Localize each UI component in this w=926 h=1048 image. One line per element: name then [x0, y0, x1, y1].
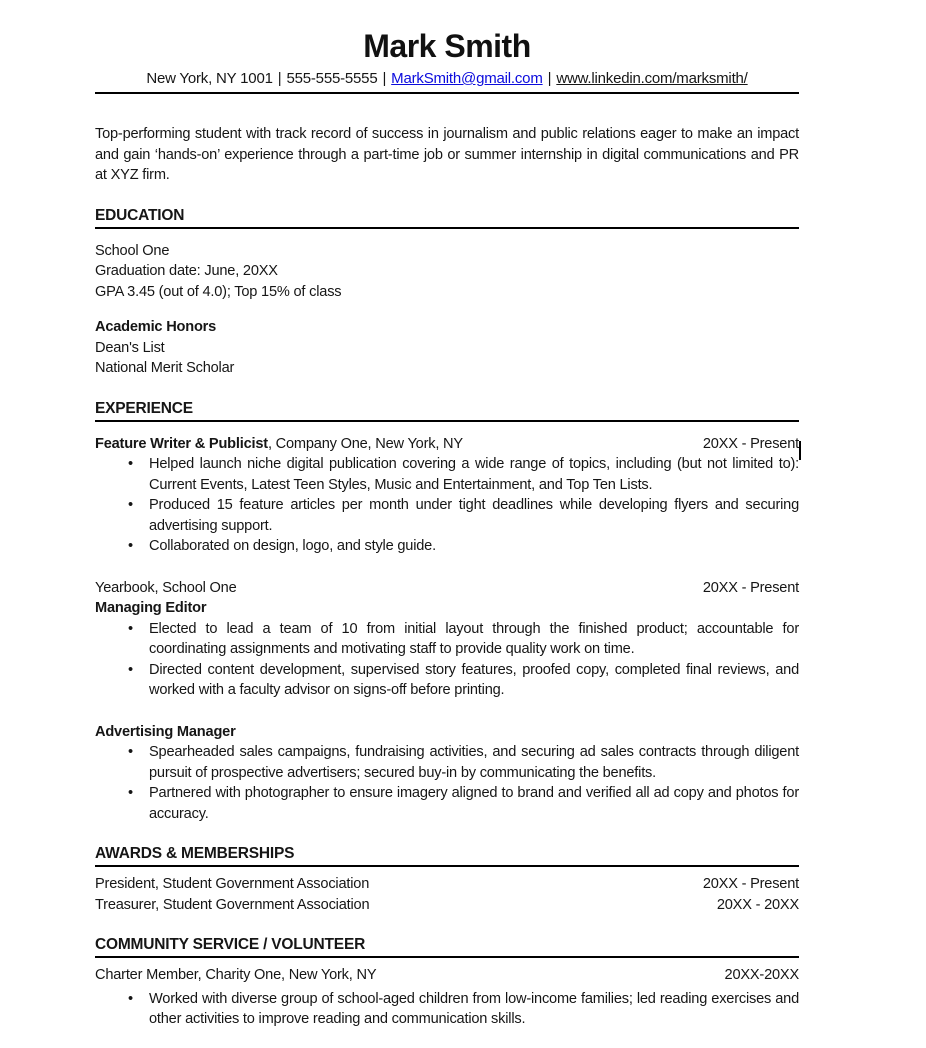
contact-location: New York, NY 1001 — [146, 70, 273, 87]
award-text: Treasurer, Student Government Association — [95, 896, 370, 913]
bullet-icon: • — [128, 538, 133, 554]
award-row — [95, 874, 799, 895]
job-role: Managing Editor — [95, 600, 207, 616]
bullet-item — [95, 454, 799, 495]
bullet-text: Directed content development, supervised story features, proofed copy, completed final reviews, and worked with a faculty advisor on signs-off before printing. — [149, 661, 799, 698]
bullet-text: Spearheaded sales campaigns, fundraising activities, and securing ad sales contracts through diligent pursuit of prospective advertisers; secured buy-in by communicating the benefits. — [149, 744, 799, 781]
bullet-text: Elected to lead a team of 10 from initial layout through the finished product; accountable for coordinating assignments and motivating staff to provide quality work on time. — [149, 620, 799, 657]
bullet-icon: • — [128, 620, 133, 637]
job-title-bold: Feature Writer & Publicist — [95, 435, 268, 452]
bullet-text: Collaborated on design, logo, and style guide. — [149, 538, 436, 554]
job-date: 20XX - Present — [702, 579, 799, 596]
job-bullet-list — [95, 454, 799, 557]
award-text: President, Student Government Association — [95, 876, 370, 892]
section-heading-experience: EXPERIENCE — [95, 400, 799, 422]
award-date: 20XX - Present — [702, 876, 799, 892]
community-row — [95, 965, 799, 986]
job-title-rest: , Company One, New York, NY — [267, 435, 463, 452]
bullet-item — [95, 989, 799, 1030]
education-gpa: GPA 3.45 (out of 4.0); Top 15% of class — [95, 283, 342, 300]
award-date: 20XX - 20XX — [716, 896, 799, 913]
academic-honors-heading: Academic Honors — [95, 319, 217, 335]
bullet-icon: • — [128, 744, 133, 760]
text-cursor — [799, 441, 801, 460]
contact-line — [95, 69, 799, 88]
resume-content — [95, 0, 799, 1030]
bullet-text: Produced 15 feature articles per month under tight deadlines while developing flyers and securing advertising support. — [149, 497, 799, 534]
job-title-row — [95, 434, 799, 455]
honor-item: National Merit Scholar — [95, 360, 235, 376]
page-title: Mark Smith — [363, 28, 531, 64]
email-link[interactable]: MarkSmith@gmail.com — [391, 70, 543, 87]
job-org-row — [95, 578, 799, 599]
section-heading-education: EDUCATION — [95, 207, 799, 229]
community-text: Charter Member, Charity One, New York, NY — [95, 967, 377, 983]
bullet-item — [95, 783, 799, 824]
bullet-item — [95, 495, 799, 536]
bullet-icon: • — [128, 990, 133, 1007]
bullet-item — [95, 619, 799, 660]
bullet-text: Partnered with photographer to ensure imagery aligned to brand and verified all ad copy and photos for accuracy. — [149, 785, 799, 822]
summary-paragraph: Top-performing student with track record of success in journalism and public relations eager to make an impact and gain ‘hands-on’ experience through a part-time job or summer internship in digital communications and PR at XYZ firm. — [95, 126, 799, 183]
bullet-item — [95, 660, 799, 701]
job-bullet-list — [95, 742, 799, 824]
contact-phone: 555-555-5555 — [286, 70, 378, 87]
job-bullet-list — [95, 619, 799, 701]
bullet-text: Worked with diverse group of school-aged children from low-income families; led reading exercises and other activities to improve reading and communication skills. — [149, 990, 799, 1027]
section-heading-awards: AWARDS & MEMBERSHIPS — [95, 845, 799, 867]
separator: | — [547, 70, 552, 87]
education-graduation-date: Graduation date: June, 20XX — [95, 263, 278, 279]
bullet-text: Helped launch niche digital publication covering a wide range of topics, including (but not limited to): Current Events, Latest Teen Styles, Music and Entertainment, and Top Ten Lists. — [149, 456, 799, 493]
separator: | — [277, 70, 282, 87]
bullet-item — [95, 742, 799, 783]
community-bullet-list — [95, 989, 799, 1030]
award-row — [95, 895, 799, 916]
job-date: 20XX - Present — [702, 435, 799, 452]
bullet-icon: • — [128, 497, 133, 513]
section-heading-community: COMMUNITY SERVICE / VOLUNTEER — [95, 936, 799, 958]
separator: | — [382, 70, 387, 87]
linkedin-link[interactable]: www.linkedin.com/marksmith/ — [556, 70, 748, 87]
job-title — [95, 434, 463, 455]
bullet-item — [95, 536, 799, 557]
job-org: Yearbook, School One — [95, 579, 237, 596]
community-date: 20XX-20XX — [724, 967, 799, 983]
job-role: Advertising Manager — [95, 723, 236, 740]
honor-item: Dean's List — [95, 339, 165, 356]
header-rule — [95, 92, 799, 94]
bullet-icon: • — [128, 456, 133, 472]
bullet-icon: • — [128, 785, 133, 801]
education-school: School One — [95, 242, 170, 259]
bullet-icon: • — [128, 661, 133, 678]
